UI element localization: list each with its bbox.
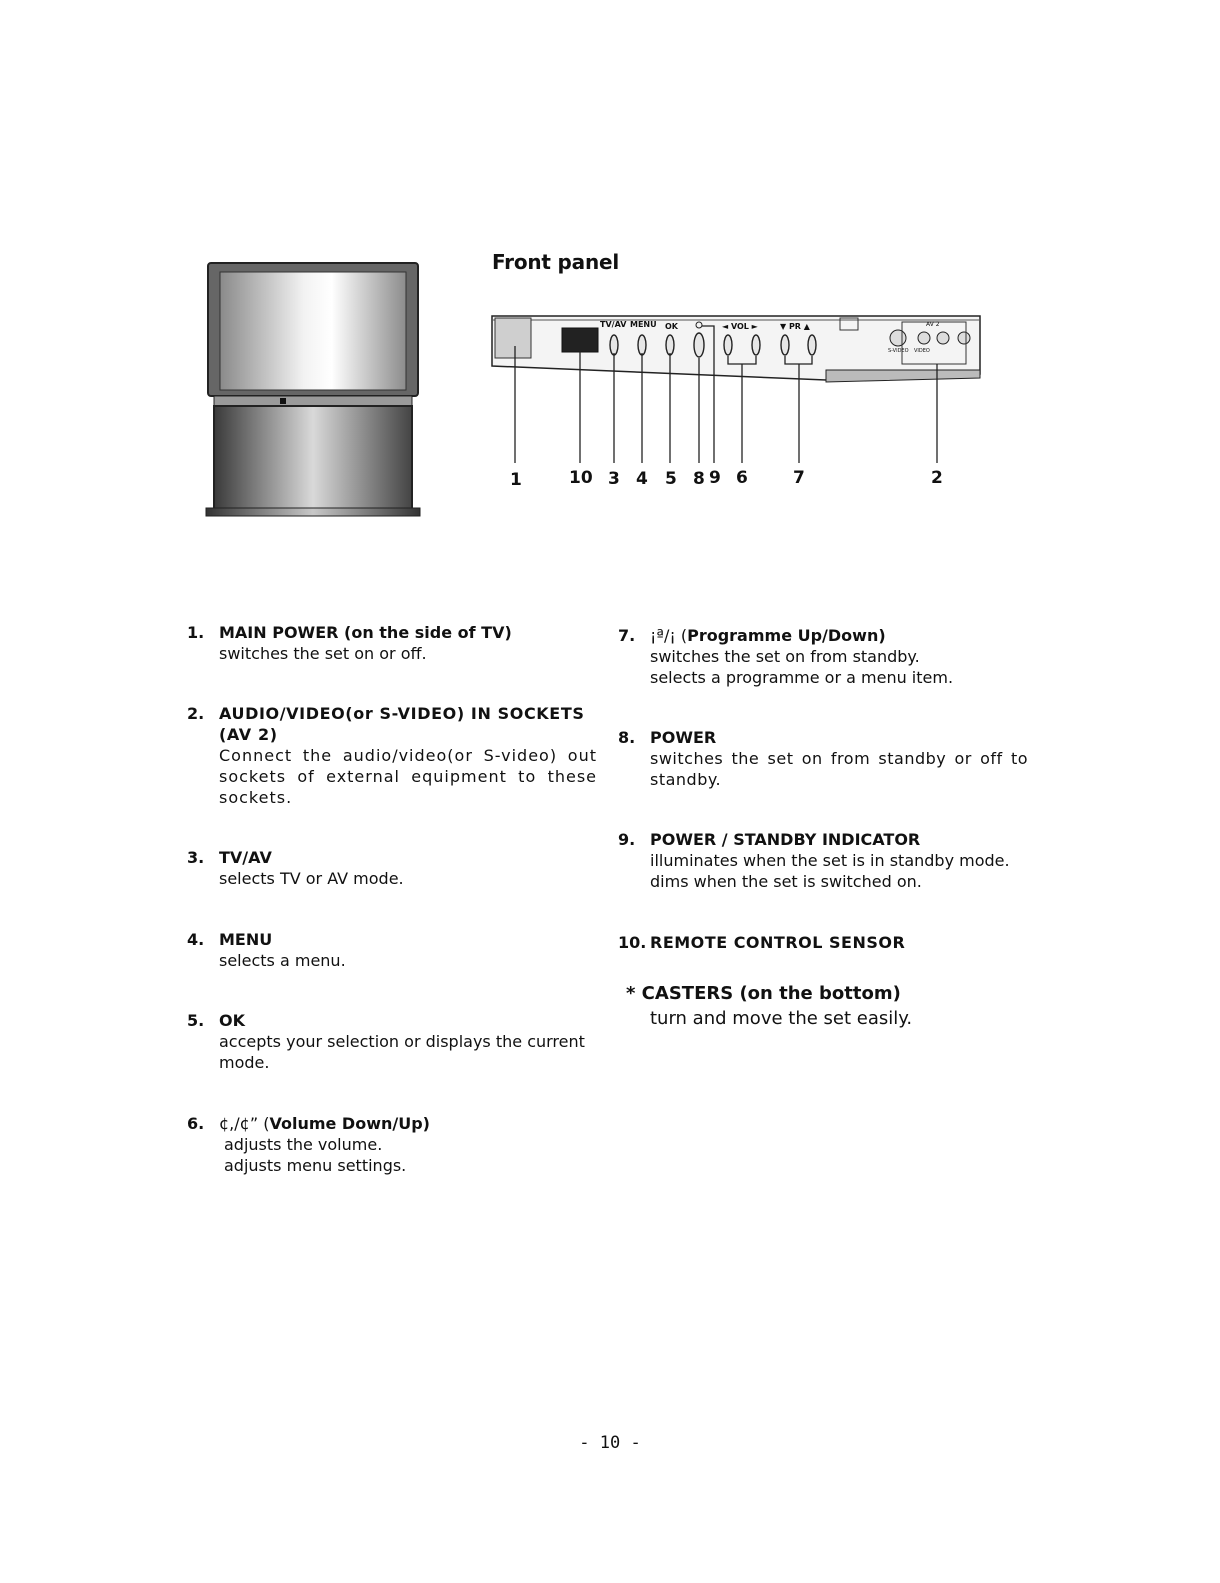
front-panel-diagram [490, 308, 982, 493]
item-description: selects a menu. [219, 951, 346, 970]
item-description: adjusts menu settings. [224, 1156, 407, 1175]
item-description: accepts your selection or displays the current mode. [219, 1032, 585, 1072]
item-ok [187, 1010, 597, 1073]
item-volume [187, 1113, 597, 1176]
item-number: 10. [618, 933, 647, 952]
item-description: dims when the set is switched on. [650, 872, 922, 891]
panel-label-vol: ◄ VOL ► [722, 322, 758, 331]
item-number: 4. [187, 930, 205, 949]
item-av-sockets [187, 703, 597, 808]
item-title: OK [219, 1011, 245, 1030]
casters-title: * CASTERS (on the bottom) [626, 983, 901, 1004]
item-tv-av [187, 847, 597, 889]
item-description: illuminates when the set is in standby mode. [650, 851, 1010, 870]
callout-number: 9 [709, 468, 721, 488]
item-number: 6. [187, 1114, 205, 1133]
panel-label-av2: AV 2 [926, 321, 940, 328]
panel-label-pr: ▼ PR ▲ [780, 322, 810, 331]
page-number: - 10 - [579, 1433, 641, 1453]
item-title: POWER [650, 728, 717, 747]
item-number: 2. [187, 704, 205, 723]
callout-number: 5 [665, 469, 677, 489]
callout-number: 3 [608, 469, 620, 489]
item-description: switches the set on from standby or off to standby. [650, 749, 1028, 789]
callout-number: 7 [793, 468, 805, 488]
item-number: 3. [187, 848, 205, 867]
item-number: 9. [618, 830, 636, 849]
item-title: MENU [219, 930, 273, 949]
panel-label-s-video: S-VIDEO [888, 348, 909, 354]
item-description: selects TV or AV mode. [219, 869, 404, 888]
item-description: switches the set on from standby. [650, 647, 920, 666]
item-description: adjusts the volume. [224, 1135, 383, 1154]
item-number: 5. [187, 1011, 205, 1030]
callout-number: 6 [736, 468, 748, 488]
item-number: 7. [618, 626, 636, 645]
item-title: REMOTE CONTROL SENSOR [650, 933, 906, 952]
item-power [618, 727, 1028, 790]
front-panel-title: Front panel [492, 250, 620, 274]
programme-symbol: ¡ª/¡ ( [650, 626, 688, 645]
item-title: TV/AV [219, 848, 272, 867]
casters-description: turn and move the set easily. [650, 1008, 913, 1029]
item-description: selects a programme or a menu item. [650, 668, 954, 687]
panel-label-ok: OK [665, 322, 678, 331]
item-main-power [187, 622, 597, 664]
item-number: 1. [187, 623, 205, 642]
item-programme [618, 625, 1028, 688]
item-standby-indicator [618, 829, 1028, 892]
panel-label-menu: MENU [630, 320, 657, 329]
item-title: Programme Up/Down) [687, 626, 886, 645]
volume-symbol: ¢,/¢” ( [219, 1114, 270, 1133]
item-title: AUDIO/VIDEO(or S-VIDEO) IN SOCKETS (AV 2) [219, 704, 585, 744]
item-title: POWER / STANDBY INDICATOR [650, 830, 921, 849]
panel-label-tv-av: TV/AV [600, 320, 627, 329]
item-number: 8. [618, 728, 636, 747]
panel-label-video: VIDEO [914, 348, 930, 354]
callout-number: 8 [693, 469, 705, 489]
callout-number: 1 [510, 470, 522, 490]
callout-number: 10 [569, 468, 593, 488]
front-panel-svg [490, 308, 982, 493]
tv-set-illustration [200, 258, 430, 523]
callout-number: 2 [931, 468, 943, 488]
item-description: Connect the audio/video(or S-video) out sockets of external equipment to these sockets. [219, 746, 597, 807]
item-description: switches the set on or off. [219, 644, 427, 663]
item-remote-sensor [618, 932, 1028, 953]
item-title: MAIN POWER (on the side of TV) [219, 623, 512, 642]
item-menu [187, 929, 597, 971]
item-title: Volume Down/Up) [269, 1114, 430, 1133]
callout-number: 4 [636, 469, 648, 489]
